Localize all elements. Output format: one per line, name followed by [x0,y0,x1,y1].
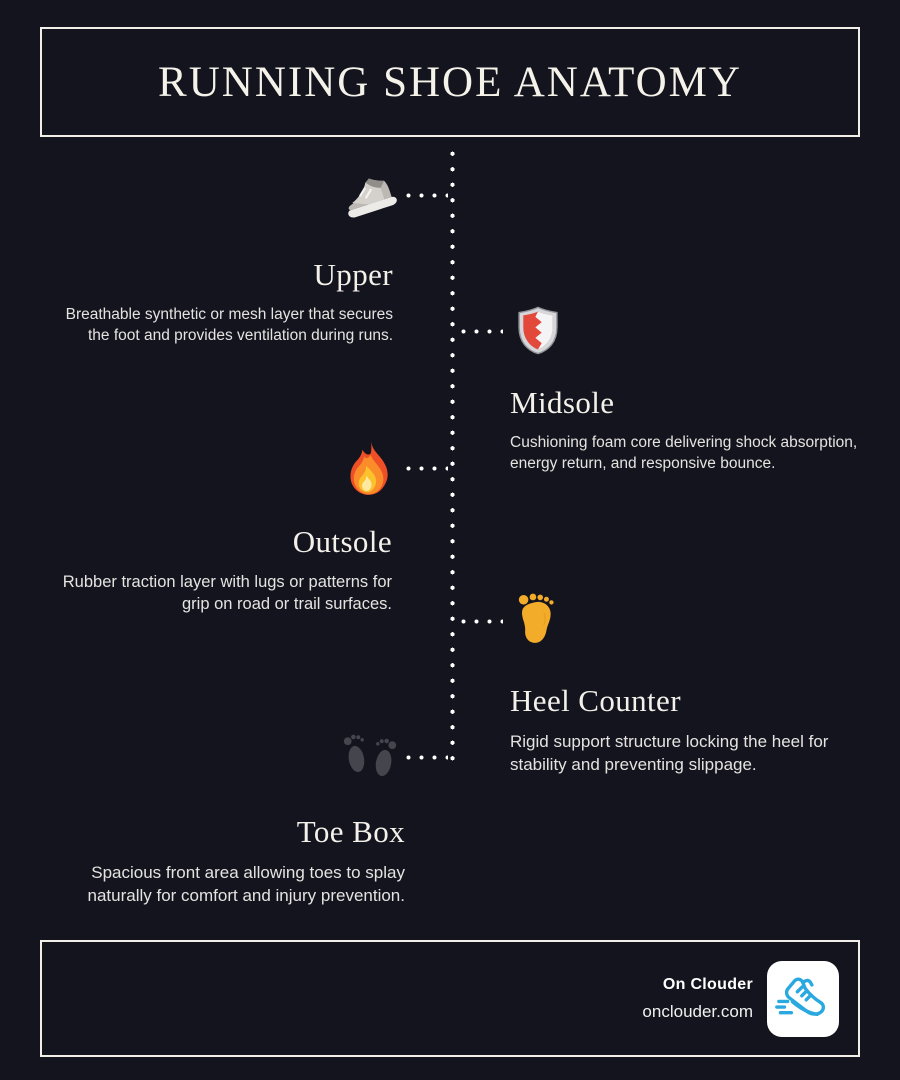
section-outsole [58,524,392,615]
shield-icon [517,305,559,356]
connector-midsole [457,329,503,334]
section-upper-description: Breathable synthetic or mesh layer that secures the foot and provides ventilation during runs. [65,306,393,344]
section-upper-title: Upper [313,257,393,292]
fire-icon [345,441,395,497]
section-heel-counter-description: Rigid support structure locking the heel for stability and preventing slippage. [510,732,829,774]
connector-toe-box [402,755,448,760]
connector-outsole [402,466,448,471]
footprints-icon [341,728,399,783]
section-heel-counter-title: Heel Counter [510,683,681,718]
section-heel-counter [510,683,834,776]
section-midsole [510,385,866,474]
connector-upper [402,193,448,198]
footer-text [642,976,753,1022]
website-url: onclouder.com [642,1001,753,1021]
section-upper [51,257,393,346]
brand-name: On Clouder [662,975,753,993]
section-toe-box-description: Spacious front area allowing toes to splay naturally for comfort and injury prevention. [87,863,405,905]
section-outsole-title: Outsole [292,524,392,559]
connector-heel-counter [457,619,503,624]
brand-logo [767,961,839,1037]
section-midsole-description: Cushioning foam core delivering shock absorption, energy return, and responsive bounce. [510,434,858,472]
title-box [40,27,860,137]
section-toe-box [65,814,405,907]
section-midsole-title: Midsole [510,385,615,420]
section-toe-box-title: Toe Box [296,814,405,849]
footer [40,940,860,1057]
page-title: RUNNING SHOE ANATOMY [158,58,742,106]
running-shoe-icon [339,167,397,225]
running-shoe-logo-icon [774,970,832,1028]
timeline-spine [450,146,455,766]
foot-icon [512,592,557,646]
section-outsole-description: Rubber traction layer with lugs or patterns for grip on road or trail surfaces. [62,573,392,613]
